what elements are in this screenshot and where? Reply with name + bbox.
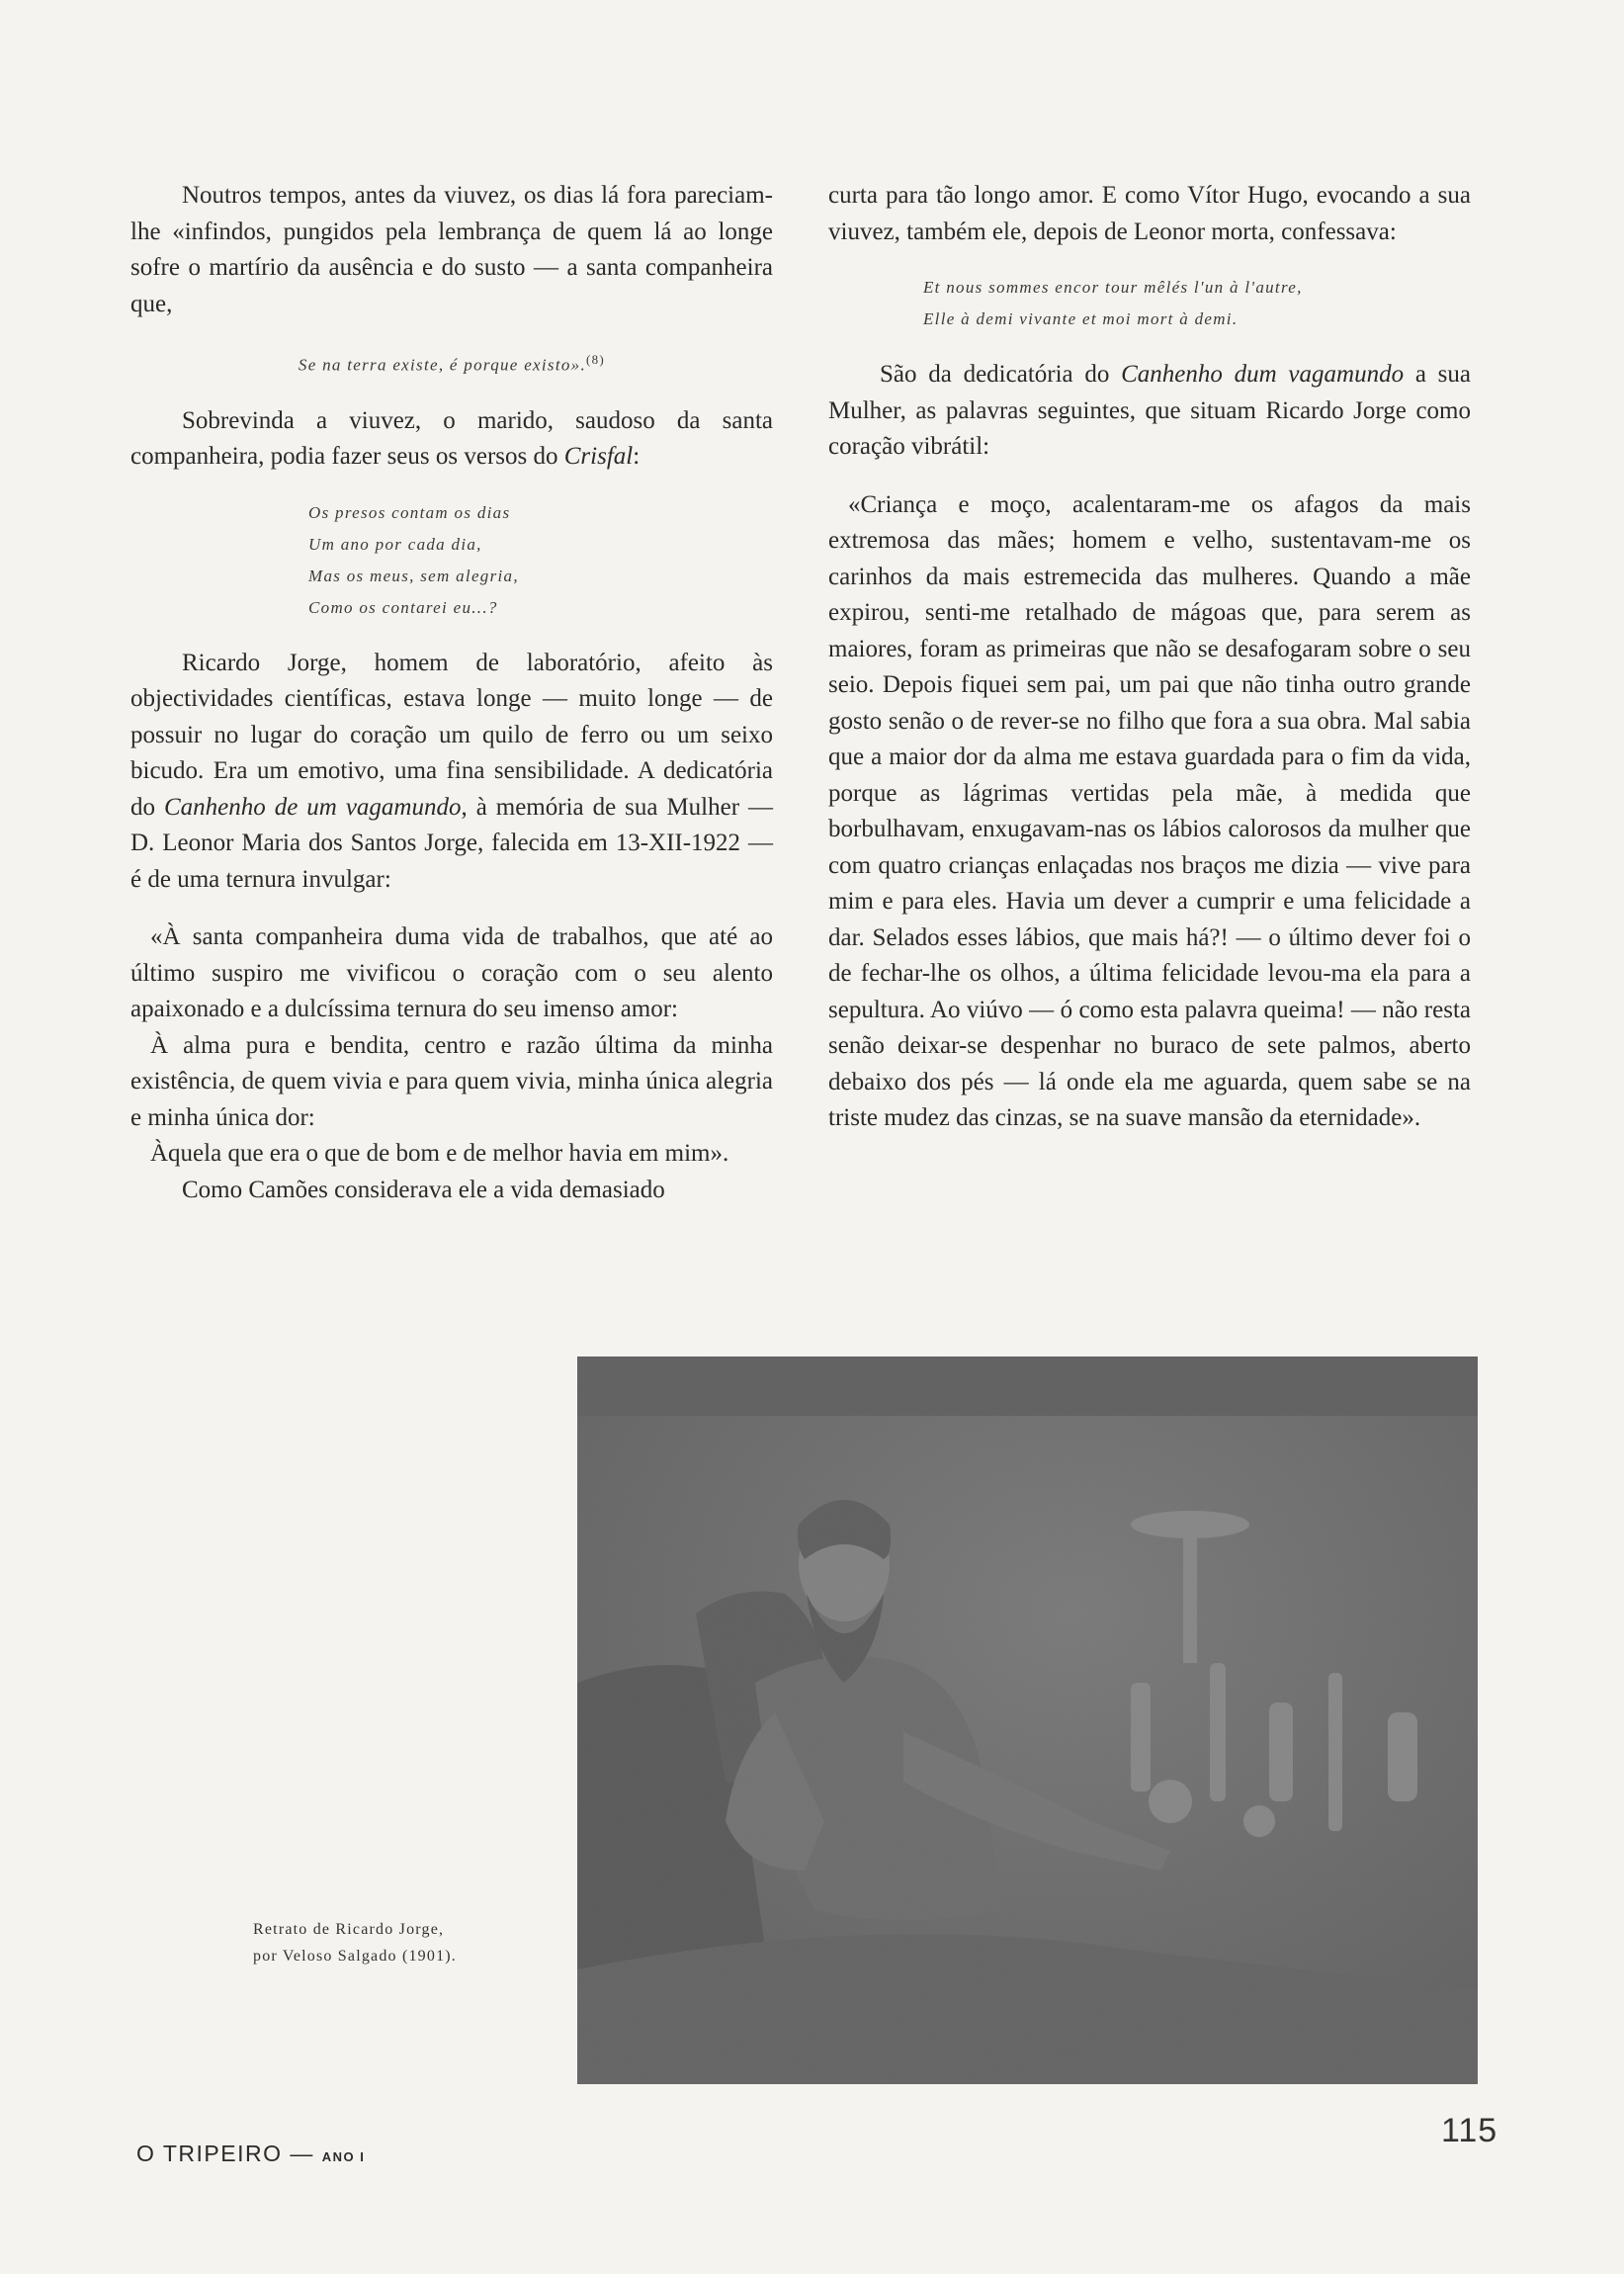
french-verse — [923, 272, 1471, 335]
running-footer — [136, 2141, 365, 2167]
verse-line — [130, 344, 773, 382]
paragraph-text: , à memória de sua Mulher — D. Leonor Maria dos Santos Jorge, falecida em 13-XII-1922 — é de uma ternura invulgar: — [130, 793, 774, 893]
work-title: Canhenho de um vagamundo — [163, 793, 462, 821]
paragraph — [130, 403, 773, 476]
right-column — [828, 178, 1471, 1137]
poem-line: Os presos contam os dias — [308, 502, 511, 522]
work-title: Canhenho dum vagamundo — [1121, 361, 1405, 388]
verse-text: Se na terra existe, é porque existo». — [298, 355, 586, 375]
paragraph: curta para tão longo amor. E como Vítor Hugo, evocando a sua viuvez, também ele, depois de Leonor morta, confessava: — [828, 182, 1471, 245]
footer-dash: — — [282, 2141, 322, 2166]
page-number: 115 — [1441, 2112, 1498, 2149]
poem — [308, 497, 773, 624]
footnote-ref: (8) — [586, 352, 606, 367]
work-title: Crisfal — [563, 443, 634, 471]
caption-line: por Veloso Salgado (1901). — [253, 1948, 457, 1965]
paragraph: Noutros tempos, antes da viuvez, os dias lá fora pareciam-lhe «infindos, pungidos pela lembrança de quem lá ao longe sofre o martírio da ausência e do susto — a santa companheira que, — [130, 182, 773, 317]
quote-paragraph: À alma pura e bendita, centro e razão última da minha existência, de quem vivia e para quem vivia, minha única alegria e minha única dor: — [130, 1031, 773, 1131]
dedication-quote — [130, 919, 773, 1173]
paragraph-text: Ricardo Jorge, homem de laboratório, afeito às objectividades científicas, estava longe — muito longe — de possuir no lugar do coração um quilo de ferro ou um seixo bicudo. Era um emotivo, uma fina sensibilidade. A dedicatória do — [130, 649, 773, 821]
paragraph-text: Sobrevinda a viuvez, o marido, saudoso da santa companheira, podia fazer seus os versos do — [130, 406, 773, 471]
paragraph — [130, 646, 773, 899]
paragraph-text: a sua Mulher, as palavras seguintes, que situam Ricardo Jorge como coração vibrátil: — [828, 361, 1471, 460]
photo-caption — [253, 1916, 569, 1969]
paragraph-text: : — [633, 443, 641, 471]
quote-paragraph: «Criança e moço, acalentaram-me os afagos da mais extremosa das mães; homem e velho, sustentavam-me os carinhos da mais estremecida das mulheres. Quando a mãe expirou, senti-me retalhado de mágoas que, para serem as maiores, foram as primeiras que não se desafogaram sobre o seu seio. Depois fiquei sem pai, um pai que não tinha outro grande gosto senão o de rever-se no filho que fora a sua obra. Mal sabia que a maior dor da alma me estava guardada para o fim da vida, porque as lágrimas vertidas pela mãe, à medida que borbulhavam, enxugavam-nas os lábios calorosos da mulher que com quatro crianças enlaçadas nos braços me dizia — vive para mim e para eles. Havia um dever a cumprir e uma felicidade a dar. Selados esses lábios, que mais há?! — o último dever foi o de fechar-lhe os olhos, a última felicidade levou-ma ela para a sepultura. Ao viúvo — ó como esta palavra queima! — não resta senão deixar-se despenhar no buraco de sete palmos, aberto debaixo dos pés — lá onde ela me aguarda, quem sabe se na triste mudez das cinzas, se na suave mansão da eternidade». — [828, 490, 1471, 1131]
quote-paragraph: Àquela que era o que de bom e de melhor havia em mim». — [150, 1140, 729, 1168]
verse-line: Et nous sommes encor tour mêlés l'un à l'autre, — [923, 278, 1303, 297]
poem-line: Como os contarei eu...? — [308, 597, 498, 617]
paragraph: Como Camões considerava ele a vida demasiado — [182, 1176, 665, 1203]
caption-line: Retrato de Ricardo Jorge, — [253, 1921, 445, 1938]
issue-label: ANO I — [321, 2149, 366, 2164]
publication-name: O TRIPEIRO — [136, 2141, 283, 2166]
poem-line: Um ano por cada dia, — [308, 534, 482, 554]
verse-line: Elle à demi vivante et moi mort à demi. — [923, 309, 1239, 328]
left-column — [130, 178, 773, 1208]
paragraph — [828, 357, 1471, 466]
portrait-image — [577, 1356, 1478, 2084]
dedication-quote — [828, 487, 1471, 1137]
paragraph-text: São da dedicatória do — [880, 361, 1122, 388]
quote-paragraph: «À santa companheira duma vida de trabalhos, que até ao último suspiro me vivificou o coração com o seu alento apaixonado e a dulcíssima ternura do seu imenso amor: — [130, 923, 773, 1023]
poem-line: Mas os meus, sem alegria, — [308, 566, 519, 585]
portrait-photo — [577, 1356, 1478, 2084]
